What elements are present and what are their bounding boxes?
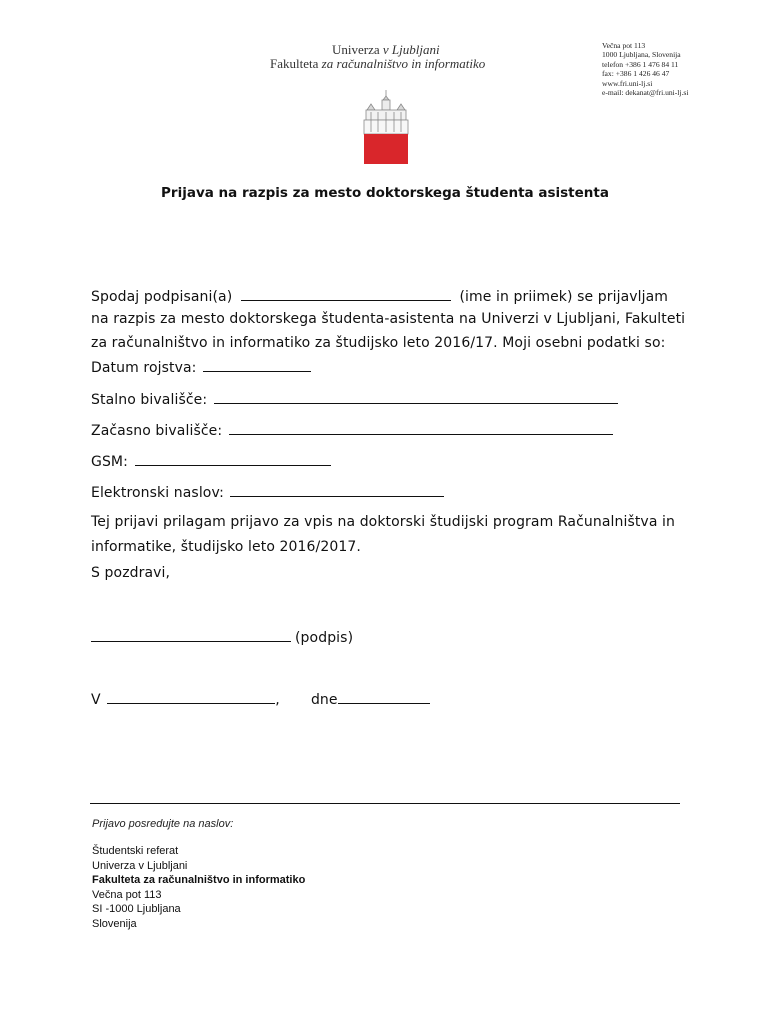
gsm-row bbox=[91, 451, 331, 470]
footer-note: Prijavo posredujte na naslov: bbox=[92, 818, 234, 830]
place-label: V bbox=[91, 692, 101, 708]
document-title: Prijava na razpis za mesto doktorskega študenta asistenta bbox=[161, 185, 609, 201]
name-label: Spodaj podpisani(a) bbox=[91, 289, 233, 305]
temporary-address-row bbox=[91, 420, 613, 439]
name-suffix: (ime in priimek) se prijavljam bbox=[459, 289, 669, 305]
footer-divider bbox=[90, 803, 680, 804]
birth-date-row bbox=[91, 357, 311, 376]
faculty-name-plain: Fakulteta bbox=[270, 56, 322, 71]
contact-block bbox=[602, 41, 689, 97]
email-field[interactable] bbox=[230, 482, 444, 497]
signature-field[interactable] bbox=[91, 627, 291, 642]
place-comma: , bbox=[275, 692, 280, 708]
university-name-plain: Univerza bbox=[332, 42, 383, 57]
line-name bbox=[91, 286, 668, 305]
name-field[interactable] bbox=[241, 286, 451, 301]
address-line-faculty: Fakulteta za računalništvo in informatiko bbox=[92, 874, 306, 886]
body-line-3: za računalništvo in informatiko za študijsko leto 2016/17. Moji osebni podatki so: bbox=[91, 335, 666, 351]
address-line: Univerza v Ljubljani bbox=[92, 859, 188, 872]
gsm-field[interactable] bbox=[135, 451, 331, 466]
signature-label: (podpis) bbox=[295, 630, 354, 646]
attachment-line-1: Tej prijavi prilagam prijavo za vpis na doktorski študijski program Računalništva in bbox=[91, 514, 676, 530]
address-line: Slovenija bbox=[92, 917, 137, 930]
permanent-address-row bbox=[91, 389, 618, 408]
address-line: Večna pot 113 bbox=[92, 888, 162, 901]
permanent-address-field[interactable] bbox=[214, 389, 618, 404]
email-row bbox=[91, 482, 444, 501]
permanent-address-label: Stalno bivališče: bbox=[91, 392, 208, 408]
logo-red-shield bbox=[364, 134, 408, 164]
greeting: S pozdravi, bbox=[91, 565, 171, 581]
contact-website: www.fri.uni-lj.si bbox=[602, 78, 653, 88]
contact-street: Večna pot 113 bbox=[602, 41, 646, 50]
birth-date-field[interactable] bbox=[203, 357, 311, 372]
contact-city: 1000 Ljubljana, Slovenija bbox=[602, 50, 681, 60]
university-name-italic: v Ljubljani bbox=[382, 42, 440, 57]
birth-date-label: Datum rojstva: bbox=[91, 360, 197, 376]
place-date-row bbox=[91, 689, 430, 708]
temporary-address-label: Začasno bivališče: bbox=[91, 423, 223, 439]
temporary-address-field[interactable] bbox=[229, 420, 613, 435]
faculty-name-italic: za računalništvo in informatiko bbox=[321, 56, 486, 71]
mailing-address bbox=[92, 844, 305, 931]
date-field[interactable] bbox=[338, 689, 430, 704]
place-field[interactable] bbox=[107, 689, 275, 704]
body-line-2: na razpis za mesto doktorskega študenta-asistenta na Univerzi v Ljubljani, Fakulteti bbox=[91, 311, 686, 327]
address-line: Študentski referat bbox=[92, 845, 179, 857]
faculty-name bbox=[270, 56, 485, 72]
contact-email: e-mail: dekanat@fri.uni-lj.si bbox=[602, 88, 689, 98]
contact-phone: telefon +386 1 476 84 11 bbox=[602, 59, 679, 69]
email-label: Elektronski naslov: bbox=[91, 485, 224, 501]
address-line: SI -1000 Ljubljana bbox=[92, 903, 181, 915]
gsm-label: GSM: bbox=[91, 454, 128, 470]
date-label: dne bbox=[310, 692, 338, 708]
contact-fax: fax: +386 1 426 46 47 bbox=[602, 69, 670, 79]
university-logo bbox=[363, 90, 409, 164]
signature-row bbox=[91, 627, 353, 646]
attachment-line-2: informatike, študijsko leto 2016/2017. bbox=[91, 539, 361, 555]
